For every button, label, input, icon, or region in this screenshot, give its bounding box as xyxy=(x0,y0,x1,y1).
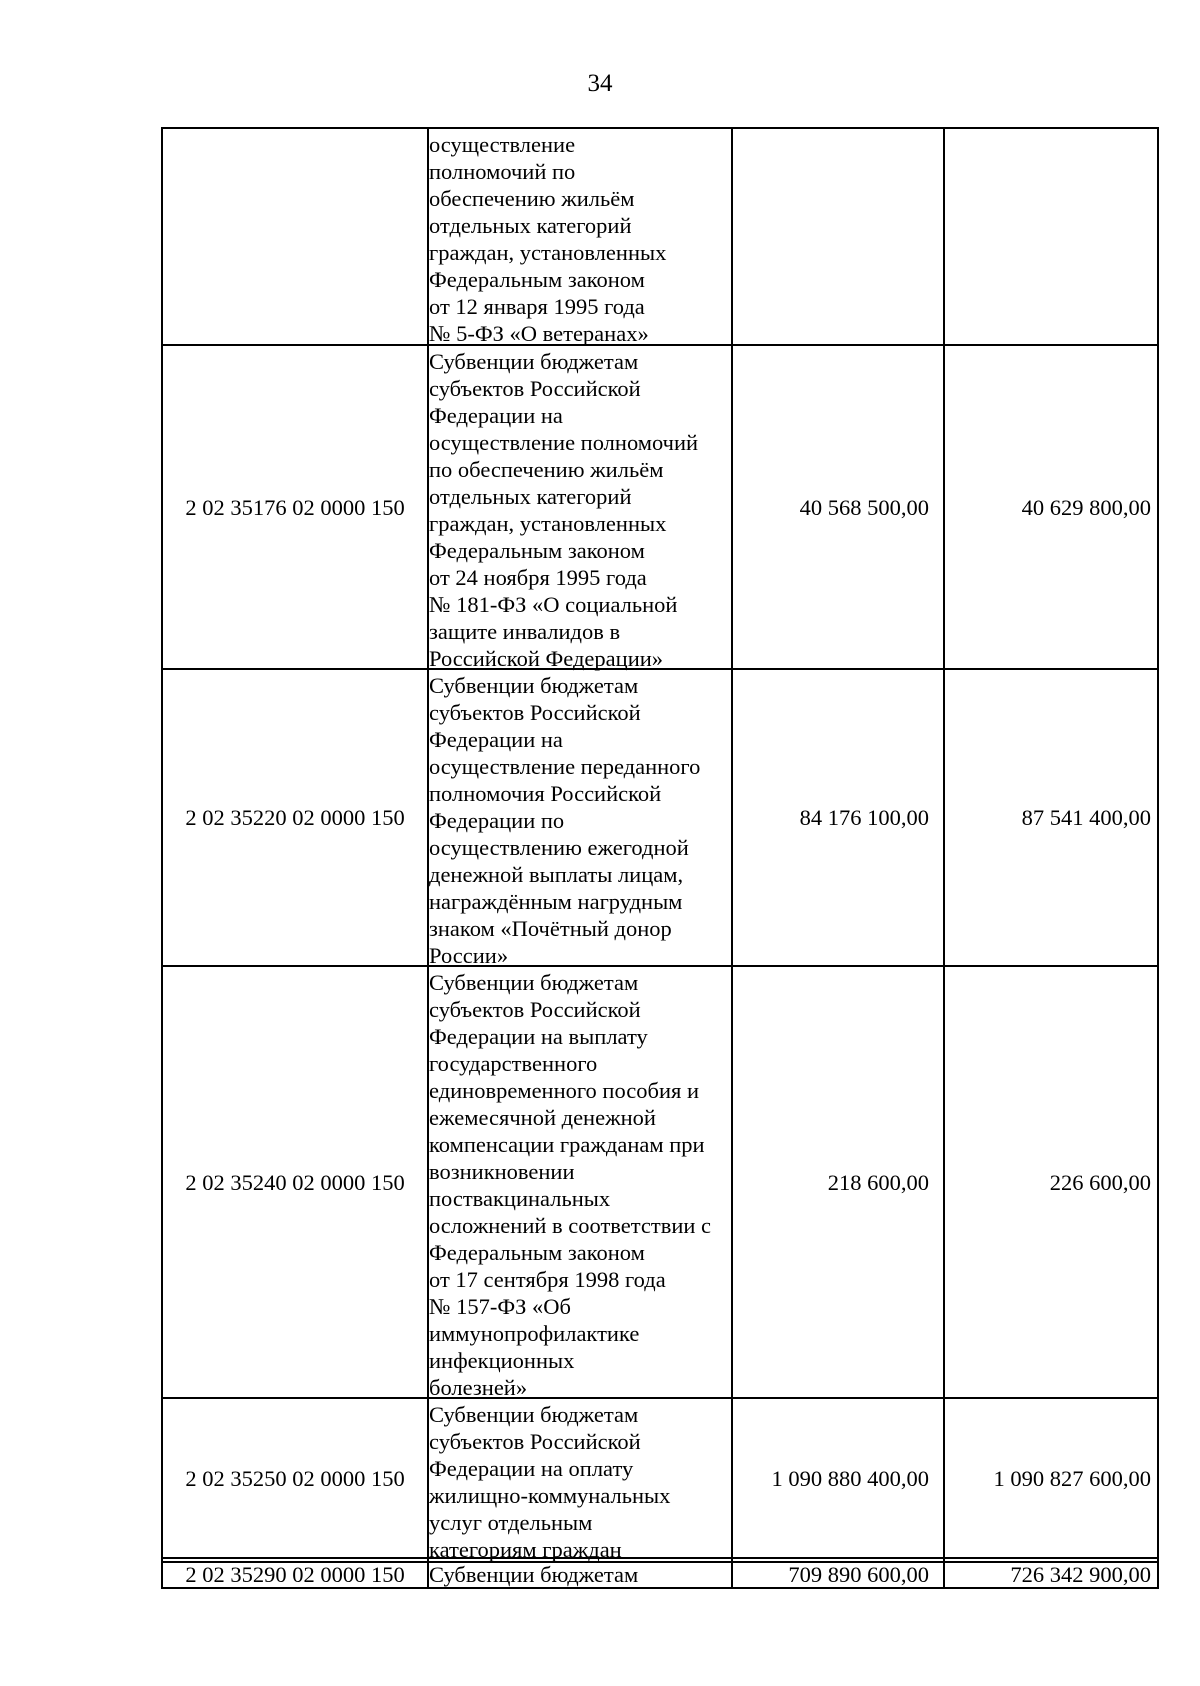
table-row-description: Субвенции бюджетам субъектов Российской Федерации на осуществление полномочий по обеспечению жильём отдельных категорий граждан, установленных Федеральным законом от 24 ноября 1995 года № 181-ФЗ «О социальной защите инвалидов в Российской Федерации» xyxy=(429,349,699,671)
table-row-value-1: 40 568 500,00 xyxy=(799,494,929,520)
table-row-value-1: 84 176 100,00 xyxy=(799,805,929,830)
table-row-description: Субвенции бюджетам субъектов Российской Федерации на выплату государственного единовременного пособия и ежемесячной денежной компенсации гражданам при возникновении поствакцинальных осложнений в соответствии с Федеральным законом от 17 сентября 1998 года № 157-ФЗ «Об иммунопрофилактике инфекционных болезней» xyxy=(429,970,712,1400)
table-row-value-2: 1 090 827 600,00 xyxy=(993,1465,1151,1491)
table-row-value-2 xyxy=(945,129,1157,344)
table-row-code xyxy=(163,129,427,344)
table-row-code: 2 02 35290 02 0000 150 xyxy=(185,1562,405,1587)
table-row-value-2: 40 629 800,00 xyxy=(1021,494,1151,520)
table-row-description: Субвенции бюджетам xyxy=(429,1562,639,1587)
table-row-description: осуществление полномочий по обеспечению жильём отдельных категорий граждан, установленных Федеральным законом от 12 января 1995 года № 5-ФЗ «О ветеранах» xyxy=(429,132,667,346)
table-row-value-2: 726 342 900,00 xyxy=(1010,1562,1151,1587)
table-row-description: Субвенции бюджетам субъектов Российской Федерации на осуществление переданного полномочия Российской Федерации по осуществлению ежегодной денежной выплаты лицам, награждённым нагрудным знаком «Почётный донор России» xyxy=(429,673,701,968)
table-row-value-2: 87 541 400,00 xyxy=(1021,805,1151,830)
table-row-code: 2 02 35240 02 0000 150 xyxy=(185,1169,405,1195)
table-row-value-1 xyxy=(731,129,943,344)
table-row-value-2: 226 600,00 xyxy=(1049,1169,1151,1195)
page-number: 34 xyxy=(587,70,613,97)
table-row-value-1: 709 890 600,00 xyxy=(788,1562,929,1587)
table-row-description: Субвенции бюджетам субъектов Российской Федерации на оплату жилищно-коммунальных услуг отдельным категориям граждан xyxy=(429,1402,671,1562)
table-row-value-1: 1 090 880 400,00 xyxy=(771,1465,929,1491)
table-row-code: 2 02 35220 02 0000 150 xyxy=(185,805,405,830)
table-row-code: 2 02 35250 02 0000 150 xyxy=(185,1465,405,1491)
table-row-code: 2 02 35176 02 0000 150 xyxy=(185,494,405,520)
budget-table xyxy=(161,127,1159,1589)
table-row-value-1: 218 600,00 xyxy=(827,1169,929,1195)
